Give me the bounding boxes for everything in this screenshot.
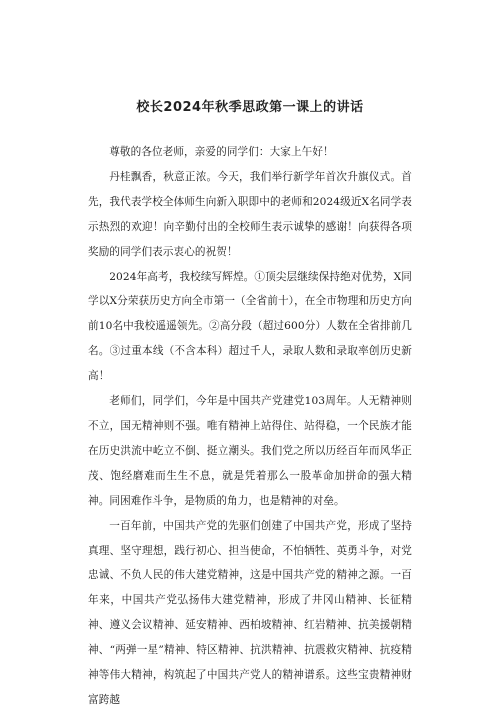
- paragraph-party-spirit: 老师们，同学们，今年是中国共产党建党103周年。人无精神则不立，国无精神则不强。唯有精神上站得住、站得稳，一个民族才能在历史洪流中屹立不倒、挺立潮头。我们党之所以历经百年而风华正茂、饱经磨难而生生不息，就是凭着那么一股革命加拼命的强大精神。同困难作斗争，是物质的角力，也是精神的对垒。: [88, 395, 412, 507]
- paragraph-greeting: 尊敬的各位老师，亲爱的同学们：大家上午好！: [109, 146, 334, 158]
- paragraph-history: 一百年前，中国共产党的先驱们创建了中国共产党，形成了坚持真理、坚守理想，践行初心、担当使命，不怕牺牲、英勇斗争，对党忠诚、不负人民的伟大建党精神，这是中国共产党的精神之源。一百年来，中国共产党弘扬伟大建党精神，形成了井冈山精神、长征精神、遵义会议精神、延安精神、西柏坡精神、红岩精神、抗美援朝精神、“两弹一星”精神、特区精神、抗洪精神、抗震救灾精神、抗疫精神等伟大精神，构筑起了中国共产党人的精神谱系。这些宝贵精神财富跨越: [88, 519, 412, 706]
- document-body: [88, 140, 412, 713]
- document-title: 校长2024年秋季思政第一课上的讲话: [136, 100, 364, 115]
- paragraph-opening: 丹桂飘香，秋意正浓。今天，我们举行新学年首次升旗仪式。首先，我代表学校全体师生向新入职即中的老师和2024级近X名同学表示热烈的欢迎！向辛勤付出的全校师生表示诚挚的感谢！向获得各项奖励的同学们表示衷心的祝贺！: [88, 170, 412, 258]
- paragraph-gaokao: 2024年高考，我校续写辉煌。①顶尖层继续保持绝对优势，X同学以X分荣获历史方向全市第一（全省前十），在全市物理和历史方向前10名中我校遥遥领先。②高分段（超过600分）人数在全省排前几名。③过重本线（不含本科）超过千人，录取人数和录取率创历史新高！: [88, 270, 412, 383]
